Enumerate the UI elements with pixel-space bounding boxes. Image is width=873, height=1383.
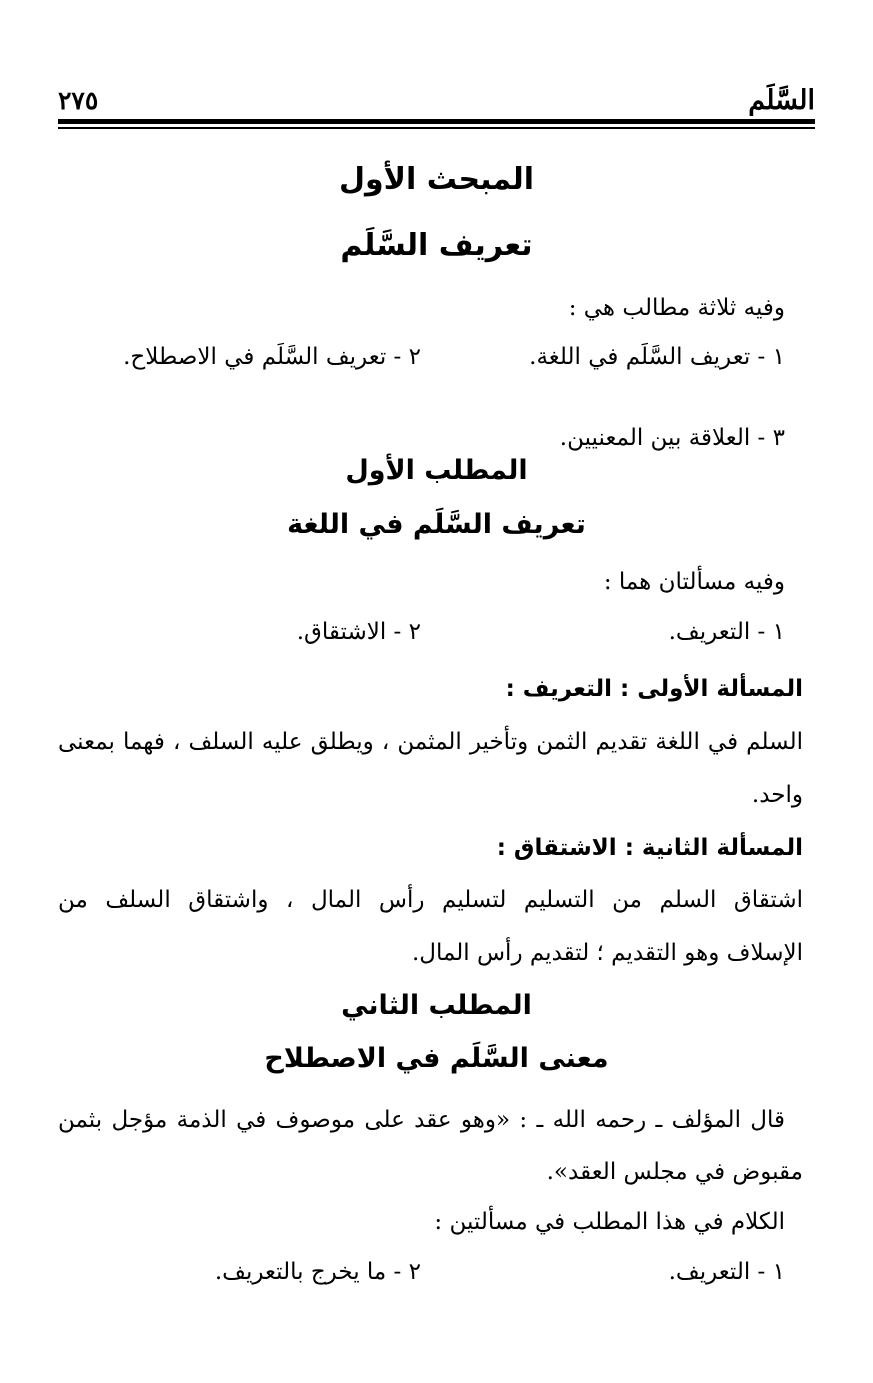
section-2-quote-line-1: قال المؤلف ـ رحمه الله ـ : «وهو عقد على موصوف في الذمة مؤجل بثمن: [58, 1107, 785, 1133]
header-rule-thick: [58, 119, 815, 124]
question-1-line-1: السلم في اللغة تقديم الثمن وتأخير المثمن ، ويطلق عليه السلف ، فهما بمعنى: [58, 729, 803, 755]
section-1-title: المطلب الأول: [345, 455, 528, 486]
chapter-item-2: ٢ - تعريف السَّلَم في الاصطلاح.: [123, 344, 421, 370]
question-1-heading: المسألة الأولى : التعريف :: [505, 676, 803, 702]
chapter-item-1: ١ - تعريف السَّلَم في اللغة.: [529, 344, 785, 370]
running-header: [58, 80, 815, 120]
header-rule-thin: [58, 127, 815, 129]
section-2-quote-line-2: مقبوض في مجلس العقد».: [546, 1159, 803, 1185]
chapter-item-3: ٣ - العلاقة بين المعنيين.: [559, 425, 785, 451]
question-2-line-1: اشتقاق السلم من التسليم لتسليم رأس المال ، واشتقاق السلف من: [58, 887, 803, 913]
chapter-subtitle: تعريف السَّلَم: [340, 228, 533, 263]
chapter-intro: وفيه ثلاثة مطالب هي :: [568, 295, 785, 321]
running-title: السَّلَم: [748, 84, 815, 116]
section-1-subtitle: تعريف السَّلَم في اللغة: [287, 509, 586, 540]
section-1-intro: وفيه مسألتان هما :: [603, 569, 785, 595]
chapter-title: المبحث الأول: [338, 162, 535, 197]
section-1-item-2: ٢ - الاشتقاق.: [296, 619, 421, 645]
question-2-line-2: الإسلاف وهو التقديم ؛ لتقديم رأس المال.: [411, 940, 803, 966]
section-2-intro: الكلام في هذا المطلب في مسألتين :: [434, 1209, 785, 1235]
question-2-heading: المسألة الثانية : الاشتقاق :: [496, 835, 803, 861]
question-1-line-2: واحد.: [751, 782, 803, 808]
section-2-title: المطلب الثاني: [341, 990, 532, 1021]
section-2-item-2: ٢ - ما يخرج بالتعريف.: [214, 1259, 421, 1285]
section-2-subtitle: معنى السَّلَم في الاصطلاح: [264, 1043, 609, 1074]
page-number: ٢٧٥: [58, 85, 99, 115]
section-1-item-1: ١ - التعريف.: [668, 619, 785, 645]
section-2-item-1: ١ - التعريف.: [668, 1259, 785, 1285]
